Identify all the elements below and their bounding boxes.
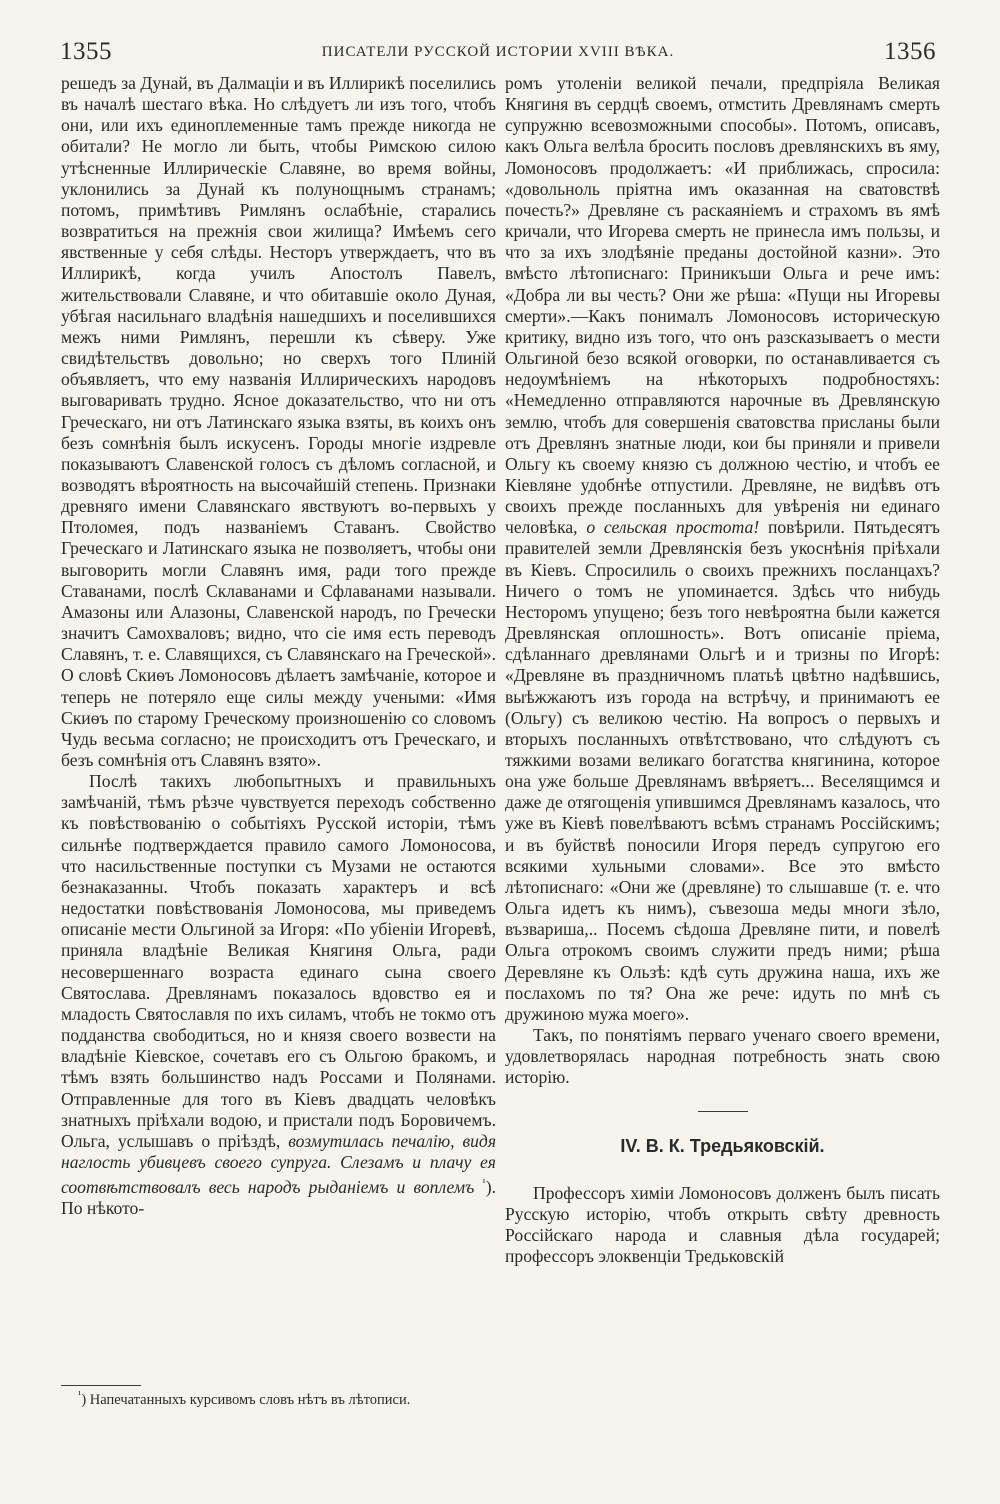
left-column <box>61 73 496 1219</box>
right-paragraph-1-italic: о сельская простота! <box>586 517 760 538</box>
right-paragraph-1-tail: повѣрили. Пятьдесятъ правителей земли Древлянскія безъ укоснѣнія пріѣхали въ Кіевъ. Спросилиль о своихъ прежнихъ посланцахъ? Ничего о томъ не упоминается. Здѣсь что нибудь Несторомъ упущено; безъ того невѣроятна были кажется Древлянская оплошность». Вотъ описаніе пріема, сдѣланнаго древлянами Ольгѣ и и тризны по Игорѣ: «Древляне въ праздничномъ платьѣ цвѣтно надѣвшись, выѣжжаютъ изъ города на встрѣчу, и принимаютъ ее (Ольгу) съ великою честію. На вопросъ о первыхъ и вторыхъ посланныхъ отвѣтствовано, что слѣдуютъ съ тяжкими возами великаго богатства княгинина, которое она уже больше Древлянамъ ввѣряетъ... Веселящимся и даже де отягощенія упившимся Древлянамъ казалось, что уже въ Кіевѣ повелѣваютъ всѣмъ странамъ Россійскимъ; и въ буйствѣ поносили Игоря передъ супругою его всякими хульными словами». Все это вмѣсто лѣтописнаго: «Они же (древляне) то слышавше (т. е. что Ольга идетъ къ нимъ), съвезоша меды многи зѣло, възвариша,.. Посемъ сѣдоша Древляне пити, и повелѣ Ольга отрокомъ своимъ служити предъ ними; рѣша Деревляне къ Ользѣ: кдѣ суть дружина наша, ихъ же послахомъ по тя? Она же рече: идуть по мнѣ съ дружиною мужа моего». <box>505 517 941 1024</box>
left-paragraph-2 <box>61 771 496 1219</box>
right-page-number: 1356 <box>883 38 936 65</box>
page-header <box>60 34 936 70</box>
footnote-marker: ¹ <box>78 1389 82 1401</box>
right-column <box>505 73 940 1267</box>
right-paragraph-3: Профессоръ химіи Ломоносовъ долженъ былъ писать Русскую исторію, чтобъ открыть свѣту древность Россійскаго народа и славныя дѣла государей; профессоръ элоквенціи Тредьковскій <box>505 1182 940 1267</box>
section-divider <box>698 1111 748 1112</box>
section-heading: IV. В. К. Тредьяковскій. <box>620 1135 825 1156</box>
footnote-ref: ¹ <box>482 1177 486 1190</box>
footnote <box>78 1386 498 1409</box>
left-page-number: 1355 <box>60 38 112 65</box>
left-paragraph-1: решедъ за Дунай, въ Далмаціи и въ Иллирикѣ поселились въ началѣ шестаго вѣка. Но слѣдуетъ ли изъ того, чтобъ они, или ихъ единоплеменные тамъ прежде никогда не обитали? Не могло ли быть, чтобы Римскою силою утѣсненные Иллирическіе Славяне, во время войны, уклонились за Дунай къ полунощнымъ странамъ; потомъ, примѣтивъ Римлянъ ослабѣніе, старались возвратиться на прежнія свои жилища? Имѣемъ сего явственные у себя слѣды. Несторъ утверждаетъ, что въ Иллирикѣ, когда училъ Апостолъ Павелъ, жительствовали Славяне, и что обитавшіе около Дуная, убѣгая насильнаго владѣнія нашедшихъ и поселившихся межъ ними Римлянъ, перешли къ сѣверу. Уже свидѣтельствъ довольно; но сверхъ того Плиній объявляетъ, что ему названія Иллирическихъ народовъ выговаривать трудно. Ясное доказательство, что ни отъ Греческаго, ни отъ Латинскаго языка взяты, въ коихъ онъ безъ сомнѣнія былъ искусенъ. Городы многіе издревле показываютъ Славенской голосъ съ дѣломъ согласной, и возводятъ вѣроятность на высочайшій степень. Признаки древняго имени Славянскаго явствуютъ во-первыхъ у Птоломея, подъ названіемъ Ставанъ. Свойство Греческаго и Латинскаго языка не позволяетъ, чтобы они выговорить могли Славянъ имя, ради того прежде Ставанами, послѣ Склаванами и Сфлаванами называли. Амазоны или Алазоны, Славенской народъ, по Гречески значитъ Самохваловъ; видно, что сіе имя есть переводъ Славянъ, т. е. Славящихся, съ Славянскаго на Греческой». О словѣ Скиѳъ Ломоносовъ дѣлаетъ замѣчаніе, которое и теперь не потеряло еще силы между учеными: «Имя Скиѳъ по старому Греческому произношенію со словомъ Чудь весьма согласно; не происходитъ отъ Греческаго, и безъ сомнѣнія отъ Славянъ взято». <box>61 73 496 770</box>
left-paragraph-2-italic: возмутилась печалію, видя наглость убивцевъ своего супруга. Слезамъ и плачу ея соотвѣтствовалъ весь народъ рыданіемъ и воплемъ <box>61 1130 496 1197</box>
left-paragraph-2-tail: ). По нѣкото- <box>61 1176 496 1219</box>
left-paragraph-2-text: Послѣ такихъ любопытныхъ и правильныхъ замѣчаній, тѣмъ рѣзче чувствуется переходъ собственно къ повѣствованію о событіяхъ Русской исторіи, тѣмъ сильнѣе подтверждается правило самого Ломоносова, что насильственные поступки съ Музами не остаются безнаказанны. Чтобъ показать характеръ и всѣ недостатки повѣствованія Ломоносова, мы приведемъ описаніе мести Ольгиной за Игоря: «По убіеніи Игоревѣ, приняла владѣніе Великая Княгиня Ольга, ради несовершеннаго возраста единаго сына своего Святослава. Древлянамъ показалось вдовство ея и младость Святославля по ихъ силамъ, чтобъ не токмо отъ подданства свободиться, но и князя своего возвести на владѣніе Кіевское, сочетавъ его съ Ольгою бракомъ, и тѣмъ взять большинство надъ Россами и Полянами. Отправленные для того въ Кіевъ двадцать человѣкъ знатныхъ пріѣхали водою, и пристали подъ Боровичемъ. Ольга, услышавъ о пріѣздѣ, <box>61 771 496 1151</box>
right-paragraph-2: Такъ, по понятіямъ перваго ученаго своего времени, удовлетворялась народная потребность знать свою исторію. <box>505 1025 940 1088</box>
running-title: ПИСАТЕЛИ РУССКОЙ ИСТОРИИ XVIII ВѢКА. <box>321 43 675 60</box>
right-paragraph-1 <box>505 73 940 1025</box>
right-paragraph-1-text: ромъ утоленіи великой печали, предпріяла Великая Княгиня въ сердцѣ своемъ, отмстить Древлянамъ смерть супружню всевозможными способы». Потомъ, описавъ, какъ Ольга велѣла бросить пословъ древлянскихъ въ яму, Ломоносовъ продолжаетъ: «И приближась, спросила: «довольноль пріятна имъ оказанная на сватовствѣ почесть?» Древляне съ раскаяніемъ и страхомъ въ ямѣ кричали, что Игорева смерть не принесла имъ пользы, и что за ихъ злодѣяніе преданы достойной казни». Это вмѣсто лѣтописнаго: Приникъши Ольга и рече имъ: «Добра ли вы честь? Они же рѣша: «Пущи ны Игоревы смерти».—Какъ понималъ Ломоносовъ историческую критику, видно изъ того, что онъ разсказываетъ о мести Ольгиной безо всякой оговорки, по останавливается съ недоумѣніемъ на нѣкоторыхъ подробностяхъ: «Немедленно отправляются нарочные въ Древлянскую землю, чтобъ для совершенія сватовства присланы были отъ Древлянъ знатные люди, кои бы приняли и привели Ольгу къ своему князю съ должною честію, и чтобъ ее Кіевляне удобнѣе отпустили. Древляне, не видѣвъ отъ своихъ прежде посланныхъ для увѣренія ни единаго человѣка, <box>505 73 940 538</box>
footnote-text: ) Напечатанныхъ курсивомъ словъ нѣтъ въ лѣтописи. <box>81 1391 411 1408</box>
